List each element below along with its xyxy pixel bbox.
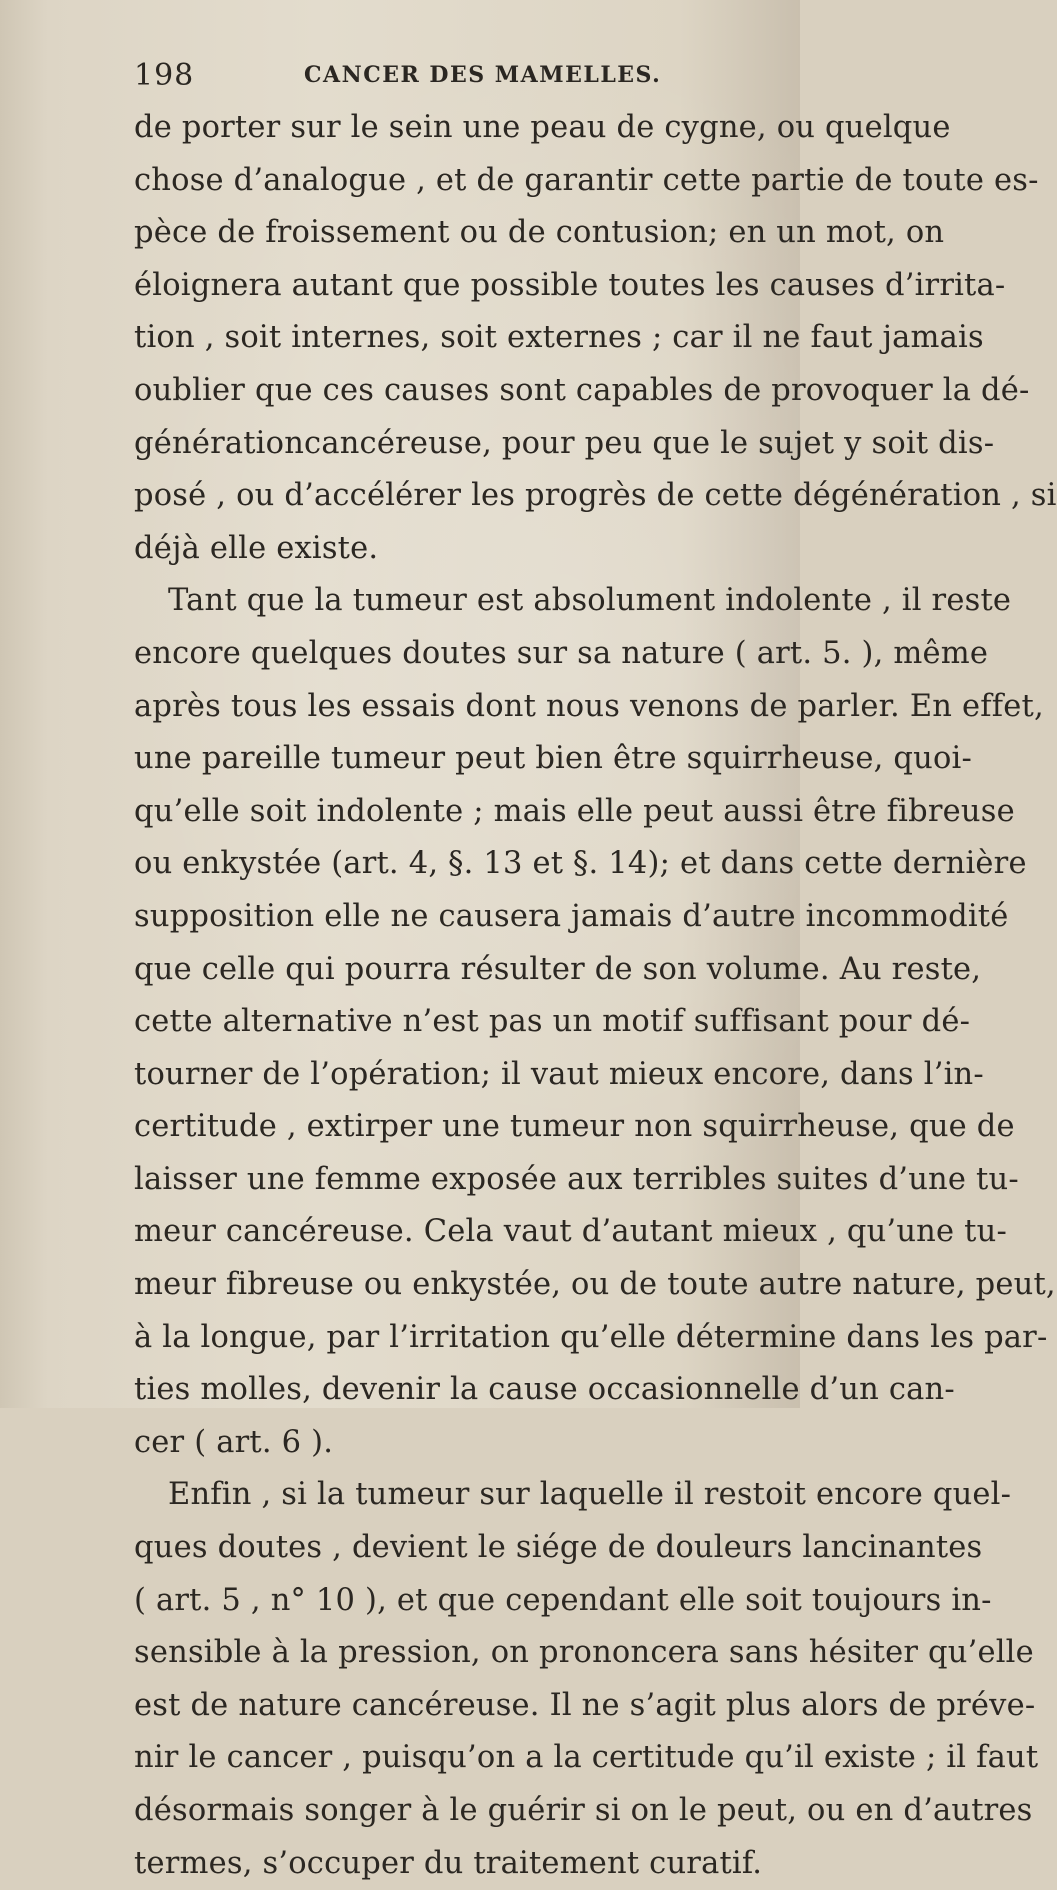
- paragraph-end-line: déjà elle existe.: [134, 530, 379, 566]
- paragraph-end-line: cer ( art. 6 ).: [134, 1424, 334, 1460]
- text-line: générationcancéreuse, pour peu que le sujet y soit dis-: [134, 425, 995, 461]
- page-number: 198: [134, 58, 195, 93]
- text-line: que celle qui pourra résulter de son volume. Au reste,: [134, 951, 982, 987]
- text-line: ties molles, devenir la cause occasionnelle d’un can-: [134, 1372, 955, 1408]
- paragraph-start-line: Enfin , si la tumeur sur laquelle il restoit encore quel-: [168, 1477, 1012, 1513]
- text-line: oublier que ces causes sont capables de provoquer la dé-: [134, 372, 1030, 408]
- text-line: posé , ou d’accélérer les progrès de cette dégénération , si: [134, 478, 1057, 514]
- text-line: meur cancéreuse. Cela vaut d’autant mieux , qu’une tu-: [134, 1214, 1007, 1250]
- text-line: pèce de froissement ou de contusion; en un mot, on: [134, 215, 945, 251]
- text-line: éloignera autant que possible toutes les causes d’irrita-: [134, 267, 1006, 303]
- text-line: sensible à la pression, on prononcera sans hésiter qu’elle: [134, 1635, 1034, 1671]
- text-line: de porter sur le sein une peau de cygne, ou quelque: [134, 110, 951, 145]
- paragraph-end-line: termes, s’occuper du traitement curatif.: [134, 1845, 763, 1881]
- text-line: ( art. 5 , n° 10 ), et que cependant elle soit toujours in-: [134, 1582, 992, 1618]
- text-line: laisser une femme exposée aux terribles suites d’une tu-: [134, 1161, 1019, 1197]
- text-line: supposition elle ne causera jamais d’autre incommodité: [134, 898, 1009, 934]
- text-line: une pareille tumeur peut bien être squirrheuse, quoi-: [134, 741, 972, 777]
- text-line: certitude , extirper une tumeur non squirrheuse, que de: [134, 1109, 1015, 1145]
- text-line: encore quelques doutes sur sa nature ( art. 5. ), même: [134, 635, 989, 671]
- text-line: après tous les essais dont nous venons de parler. En effet,: [134, 688, 1044, 724]
- text-line: nir le cancer , puisqu’on a la certitude qu’il existe ; il faut: [134, 1740, 1039, 1776]
- text-line: est de nature cancéreuse. Il ne s’agit plus alors de préve-: [134, 1687, 1036, 1723]
- body-text: [134, 102, 1057, 1890]
- paragraph-start-line: Tant que la tumeur est absolument indolente , il reste: [168, 583, 1012, 619]
- page-header: [134, 58, 694, 98]
- text-line: qu’elle soit indolente ; mais elle peut aussi être fibreuse: [134, 793, 1015, 829]
- text-line: ou enkystée (art. 4, §. 13 et §. 14); et dans cette dernière: [134, 846, 1027, 882]
- text-line: cette alternative n’est pas un motif suffisant pour dé-: [134, 1004, 971, 1040]
- text-line: désormais songer à le guérir si on le peut, ou en d’autres: [134, 1793, 1033, 1828]
- text-line: tourner de l’opération; il vaut mieux encore, dans l’in-: [134, 1056, 984, 1092]
- running-head: CANCER DES MAMELLES.: [304, 62, 662, 88]
- text-line: ques doutes , devient le siége de douleurs lancinantes: [134, 1530, 983, 1566]
- text-line: meur fibreuse ou enkystée, ou de toute autre nature, peut,: [134, 1267, 1056, 1303]
- text-line: tion , soit internes, soit externes ; car il ne faut jamais: [134, 320, 984, 356]
- text-line: à la longue, par l’irritation qu’elle détermine dans les par-: [134, 1319, 1048, 1355]
- text-line: chose d’analogue , et de garantir cette partie de toute es-: [134, 162, 1039, 198]
